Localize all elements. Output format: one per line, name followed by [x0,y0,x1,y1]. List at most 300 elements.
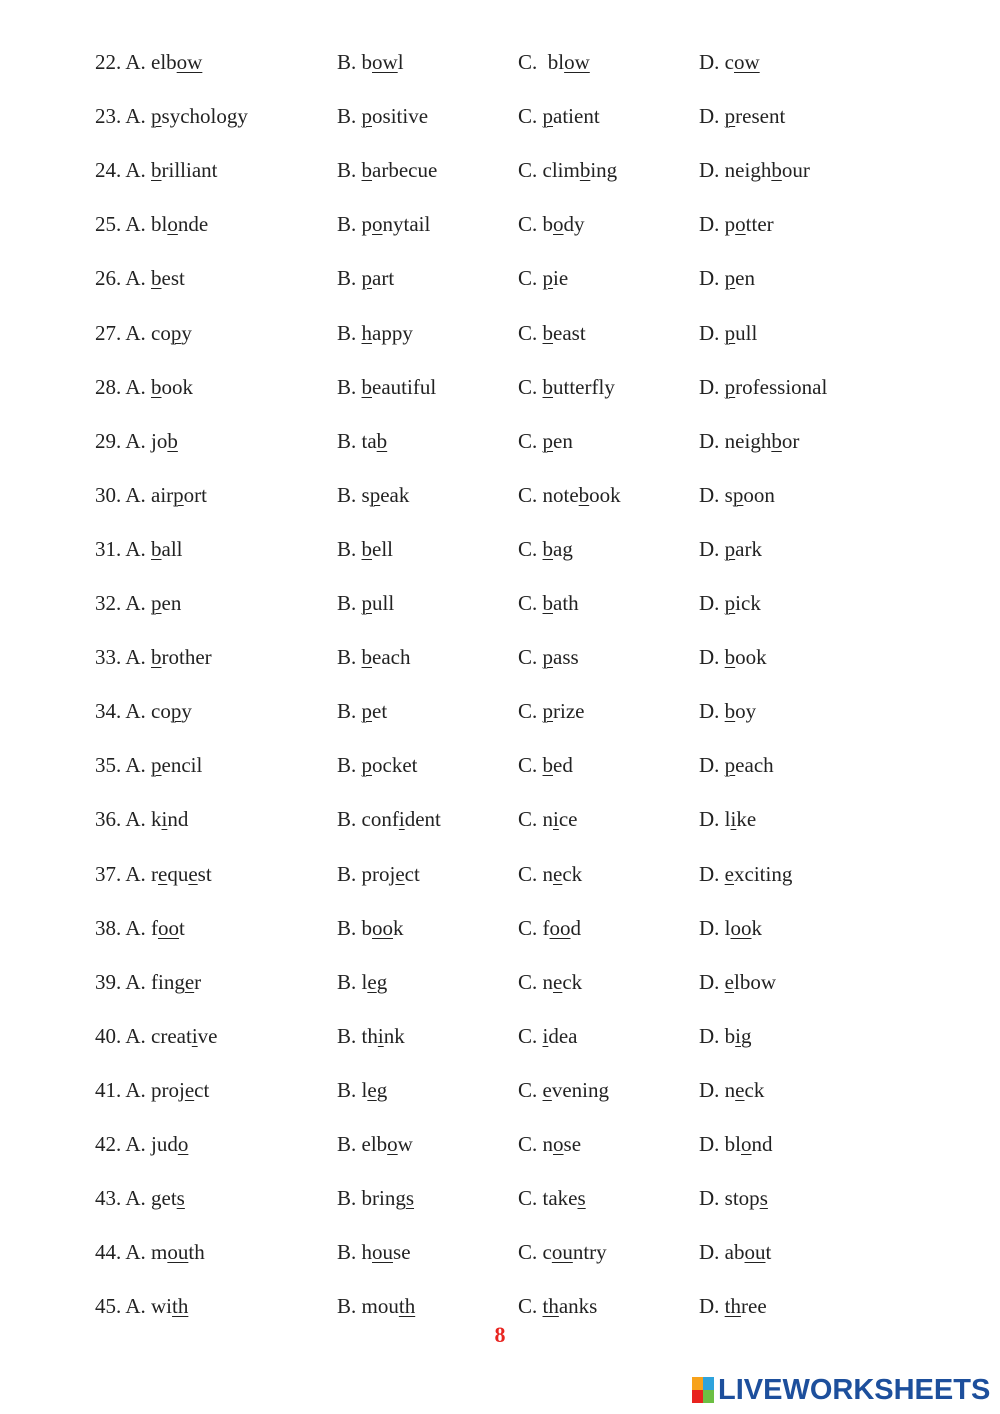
word-part: p [724,212,736,237]
option-a [95,967,201,997]
word-part: c [724,50,734,74]
option-d [699,209,774,239]
option-b [337,804,441,834]
question-row [0,750,1000,780]
word-part: sychology [161,104,248,129]
word-part: l [724,807,731,832]
question-row [0,480,1000,510]
question-row [0,913,1000,943]
word-part: appy [372,320,413,345]
word-part: b [361,50,373,74]
underlined-sound: p [542,645,554,670]
option-letter: D. [699,1023,720,1048]
option-letter: A. [125,536,146,561]
option-a [95,750,202,780]
option-d [699,318,757,348]
question-row [0,318,1000,348]
option-letter: D. [699,158,720,183]
option-letter: B. [337,699,357,724]
logo-square-icon [692,1390,703,1403]
word-part: lbow [734,969,776,994]
option-letter: B. [337,969,357,994]
option-d [699,372,827,402]
option-c [518,263,568,293]
word-part: d [570,915,582,940]
word-part: nd [751,1132,773,1156]
option-b [337,1291,415,1321]
word-part: co [151,699,171,724]
underlined-sound: p [542,266,554,291]
option-b [337,1237,411,1267]
option-letter: C. [518,915,538,940]
underlined-sound: o [177,1132,189,1156]
underlined-sound: i [377,1023,384,1048]
word-part: ing [590,158,618,183]
underlined-sound: b [376,428,388,453]
word-part: ell [372,536,394,561]
word-part: ick [735,591,761,615]
word-part: ct [194,1077,210,1102]
option-a [95,642,212,672]
word-part: est [161,266,185,291]
word-part: r [194,969,202,994]
option-c [518,696,585,726]
word-part: arbecue [372,158,438,183]
option-letter: A. [125,861,146,886]
underlined-sound: p [151,104,162,129]
word-part: ositive [372,104,429,129]
underlined-sound: b [151,158,162,183]
option-letter: B. [337,1023,357,1048]
word-part: b [542,212,554,237]
option-b [337,696,387,726]
option-b [337,263,394,293]
underlined-sound: p [724,536,736,561]
option-letter: D. [699,428,720,453]
option-letter: D. [699,1294,720,1319]
option-d [699,155,810,185]
option-letter: D. [699,699,720,724]
question-number: 34. [95,699,122,724]
underlined-sound: b [361,536,373,561]
option-c [518,859,582,889]
option-letter: B. [337,1294,357,1319]
option-c [518,1075,609,1105]
word-part: oy [735,699,757,724]
option-letter: B. [337,645,357,670]
option-letter: D. [699,1186,720,1211]
option-letter: B. [337,320,357,345]
option-letter: C. [518,320,538,345]
word-part: rize [553,699,585,724]
underlined-sound: o [553,212,564,237]
option-letter: D. [699,807,720,832]
word-part: ck [562,861,583,886]
option-letter: B. [337,104,357,129]
option-c [518,480,621,510]
option-letter: A. [125,699,146,724]
option-b [337,155,437,185]
option-d [699,1129,773,1159]
underlined-sound: i [398,807,405,832]
word-part: bl [151,212,168,237]
option-letter: B. [337,1186,357,1211]
option-letter: B. [337,536,357,561]
question-number: 27. [95,320,122,345]
option-a [95,1183,185,1213]
word-part: conf [361,807,399,832]
word-part: nd [167,807,189,832]
question-row [0,804,1000,834]
option-a [95,263,185,293]
underlined-sound: e [158,861,168,886]
option-letter: A. [125,1240,146,1265]
option-letter: D. [699,212,720,237]
word-part: m [151,1240,168,1265]
underlined-sound: o [167,212,178,237]
underlined-sound: ou [167,1240,189,1265]
option-a [95,696,192,726]
option-d [699,1183,768,1213]
question-row [0,155,1000,185]
underlined-sound: i [735,1023,742,1048]
underlined-sound: ow [734,50,760,74]
question-row [0,1021,1000,1051]
question-number: 33. [95,645,122,670]
underlined-sound: b [579,158,591,183]
word-part: ab [724,1240,745,1265]
question-number: 45. [95,1294,122,1319]
underlined-sound: e [188,861,198,886]
word-part: th [188,1240,205,1265]
option-b [337,480,409,510]
underlined-sound: b [361,158,373,183]
word-part: neigh [724,158,772,183]
question-number: 22. [95,50,122,74]
option-letter: C. [518,1132,538,1156]
option-letter: D. [699,969,720,994]
option-b [337,750,418,780]
option-letter: D. [699,753,720,778]
word-part: s [361,482,370,507]
word-part: nk [383,1023,405,1048]
option-c [518,1291,597,1321]
question-row [0,101,1000,131]
word-part: elb [361,1132,388,1156]
option-letter: C. [518,536,538,561]
word-part: air [151,482,174,507]
word-part: ntry [572,1240,607,1265]
question-row [0,209,1000,239]
word-part: each [372,645,411,670]
underlined-sound: h [361,320,373,345]
word-part: or [781,428,800,453]
word-part: ull [372,591,395,615]
option-b [337,372,436,402]
option-letter: C. [518,482,538,507]
liveworksheets-logo-icon [692,1377,714,1403]
underlined-sound: oo [730,915,752,940]
word-part: n [542,807,554,832]
option-letter: A. [125,969,146,994]
underlined-sound: e [735,1077,745,1102]
option-letter: C. [518,753,538,778]
word-part: ck [562,969,583,994]
option-c [518,1237,607,1267]
underlined-sound: s [759,1186,768,1211]
word-part: n [542,969,554,994]
option-letter: A. [125,1132,146,1156]
option-d [699,534,762,564]
option-letter: A. [125,482,146,507]
option-d [699,101,785,131]
option-c [518,642,579,672]
word-part: t [765,1240,772,1265]
question-row [0,696,1000,726]
word-part: xciting [734,861,793,886]
question-number: 40. [95,1023,122,1048]
underlined-sound: b [167,428,178,453]
underlined-sound: p [542,428,554,453]
option-d [699,750,774,780]
option-letter: D. [699,915,720,940]
word-part: bl [542,50,565,74]
option-letter: B. [337,807,357,832]
option-letter: D. [699,50,720,74]
word-part: n [724,1077,736,1102]
word-part: ve [197,1023,218,1048]
logo-square-icon [692,1377,703,1390]
option-c [518,1183,586,1213]
option-letter: A. [125,591,146,615]
underlined-sound: oo [158,915,180,940]
question-row [0,967,1000,997]
word-part: se [563,1132,582,1156]
question-row [0,588,1000,618]
option-a [95,1129,188,1159]
option-c [518,47,590,77]
word-part: t [179,915,185,940]
word-part: c [542,1240,552,1265]
underlined-sound: o [735,212,746,237]
word-part: ke [736,807,757,832]
question-row [0,1237,1000,1267]
word-part: g [376,1077,388,1102]
underlined-sound: o [741,1132,752,1156]
question-row [0,263,1000,293]
option-letter: A. [125,753,146,778]
word-part: clim [542,158,580,183]
option-c [518,967,582,997]
word-part: dy [563,212,585,237]
underlined-sound: b [724,645,736,670]
option-letter: A. [125,1023,146,1048]
underlined-sound: p [724,753,736,778]
underlined-sound: p [361,591,373,615]
word-part: eak [380,482,410,507]
option-a [95,588,181,618]
word-part: ce [558,807,578,832]
underlined-sound: b [578,482,590,507]
option-letter: C. [518,428,538,453]
option-d [699,696,756,726]
question-number: 36. [95,807,122,832]
underlined-sound: b [724,699,736,724]
word-part: n [542,1132,554,1156]
option-letter: D. [699,266,720,291]
underlined-sound: p [170,699,182,724]
question-row [0,372,1000,402]
option-letter: C. [518,374,538,399]
word-part: east [553,320,586,345]
question-number: 30. [95,482,122,507]
question-row [0,1183,1000,1213]
word-part: b [724,1023,736,1048]
word-part: ull [735,320,758,345]
option-letter: C. [518,861,538,886]
word-part: wi [151,1294,173,1319]
option-letter: B. [337,482,357,507]
option-letter: D. [699,482,720,507]
option-c [518,913,581,943]
question-number: 41. [95,1077,122,1102]
underlined-sound: s [405,1186,415,1211]
underlined-sound: b [542,591,554,615]
underlined-sound: ow [176,50,203,74]
question-number: 31. [95,536,122,561]
word-part: f [542,915,550,940]
option-d [699,859,792,889]
word-part: nde [177,212,209,237]
option-c [518,588,579,618]
underlined-sound: p [361,104,373,129]
word-part: encil [161,753,203,778]
option-letter: B. [337,212,357,237]
option-a [95,480,207,510]
underlined-sound: th [398,1294,416,1319]
word-part: p [361,212,373,237]
underlined-sound: oo [549,915,571,940]
question-row [0,859,1000,889]
word-part: rilliant [161,158,218,183]
option-a [95,47,202,77]
word-part: utterfly [553,374,615,399]
word-part: en [735,266,755,291]
option-c [518,426,573,456]
option-letter: C. [518,212,538,237]
option-d [699,263,755,293]
question-number: 29. [95,428,122,453]
underlined-sound: b [151,266,162,291]
option-a [95,1021,217,1051]
word-part: vening [551,1077,609,1102]
word-part: y [181,699,192,724]
option-d [699,1237,771,1267]
word-part: each [735,753,774,778]
underlined-sound: e [553,969,563,994]
word-part: et [372,699,388,724]
liveworksheets-logo [692,1374,990,1406]
option-b [337,642,410,672]
word-part: qu [167,861,189,886]
option-letter: A. [125,915,146,940]
option-a [95,372,193,402]
word-part: rofessional [735,374,828,399]
option-letter: A. [125,266,146,291]
option-letter: A. [125,374,146,399]
option-letter: A. [125,158,146,183]
word-part: jud [151,1132,178,1156]
option-letter: D. [699,591,720,615]
option-letter: A. [125,645,146,670]
word-part: nytail [382,212,431,237]
option-c [518,804,578,834]
question-number: 23. [95,104,122,129]
option-letter: B. [337,1132,357,1156]
brand-name: LIVEWORKSHEETS [718,1373,991,1406]
underlined-sound: i [553,807,559,832]
underlined-sound: i [191,1023,198,1048]
option-letter: B. [337,915,357,940]
underlined-sound: b [542,753,554,778]
underlined-sound: o [387,1132,398,1156]
word-part: k [393,915,404,940]
underlined-sound: ow [372,50,398,74]
option-b [337,426,387,456]
option-b [337,101,428,131]
underlined-sound: e [553,861,563,886]
underlined-sound: o [553,1132,564,1156]
underlined-sound: p [173,482,184,507]
option-letter: D. [699,104,720,129]
option-d [699,1021,752,1051]
word-part: st [197,861,212,886]
option-letter: D. [699,536,720,561]
word-part: creat [151,1023,192,1048]
option-d [699,1075,764,1105]
word-part: our [781,158,810,183]
question-number: 26. [95,266,122,291]
option-b [337,209,430,239]
option-c [518,534,573,564]
word-part: s [724,482,733,507]
underlined-sound: p [542,699,554,724]
option-letter: B. [337,50,357,74]
underlined-sound: ou [744,1240,766,1265]
option-a [95,426,178,456]
option-letter: D. [699,645,720,670]
option-letter: D. [699,861,720,886]
option-c [518,1021,578,1051]
word-part: oon [743,482,775,507]
underlined-sound: p [542,104,554,129]
underlined-sound: b [542,536,554,561]
underlined-sound: p [151,753,162,778]
word-part: dent [404,807,441,832]
question-row [0,642,1000,672]
option-letter: A. [125,104,146,129]
option-letter: C. [518,1186,538,1211]
underlined-sound: b [151,536,162,561]
underlined-sound: i [161,807,168,832]
option-a [95,1291,188,1321]
word-part: l [361,1077,368,1102]
option-b [337,47,404,77]
option-d [699,47,760,77]
underlined-sound: th [172,1294,189,1319]
word-part: n [542,861,554,886]
underlined-sound: e [395,861,405,886]
